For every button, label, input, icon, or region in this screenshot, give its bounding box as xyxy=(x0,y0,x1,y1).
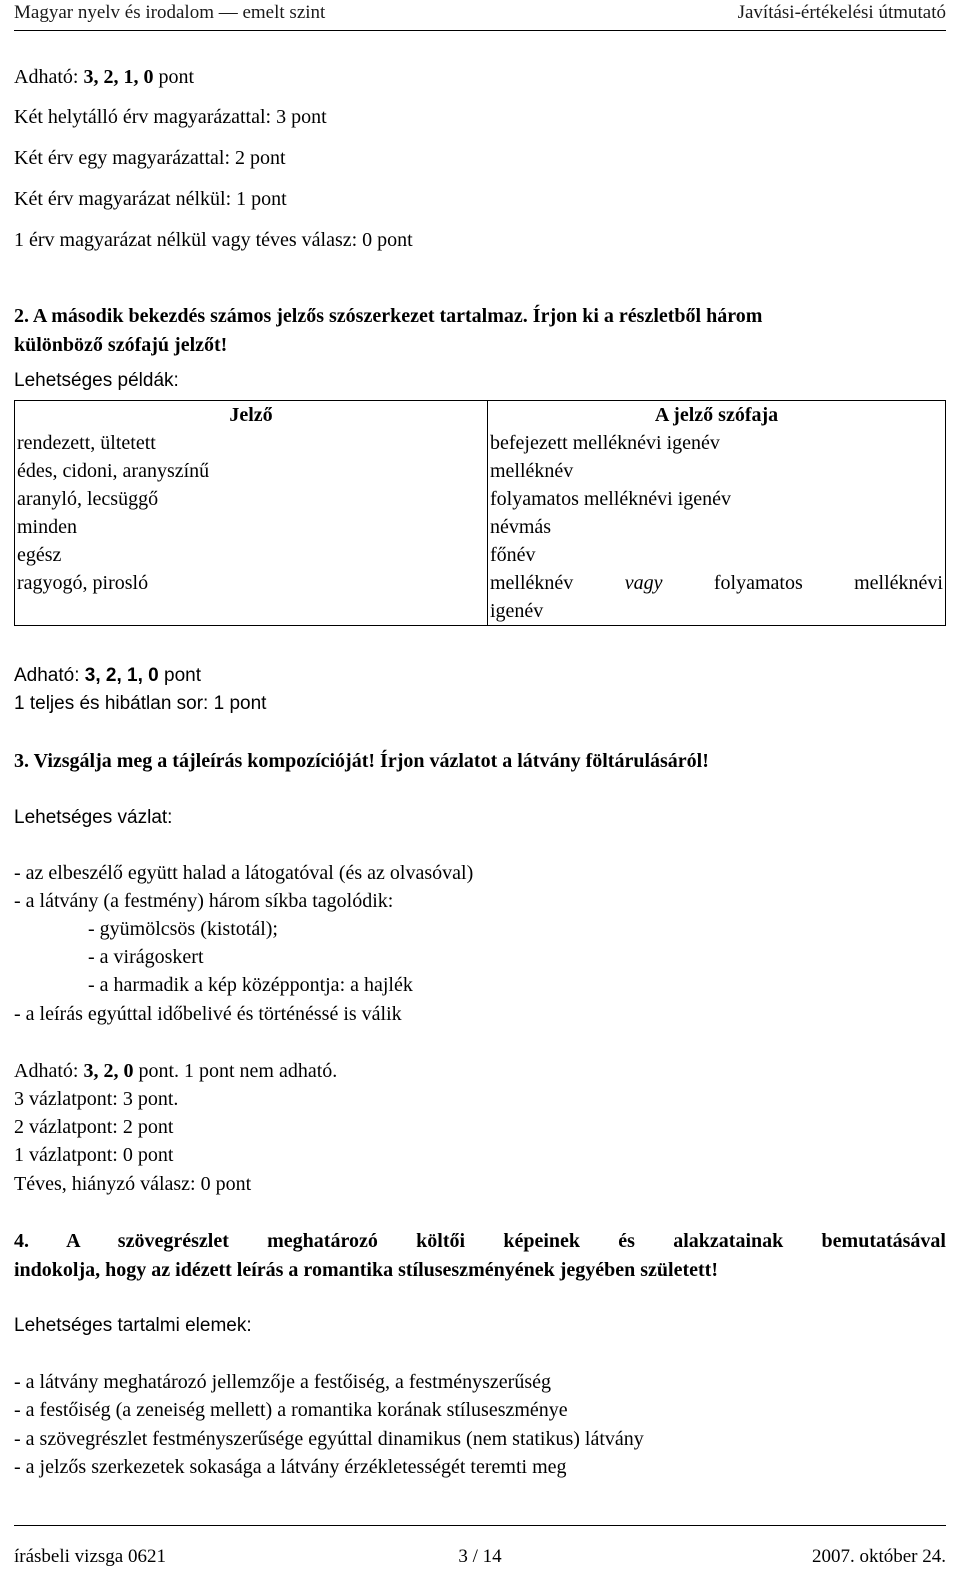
draft-subitem: - gyümölcsös (kistotál); xyxy=(88,918,278,940)
content-item: - a festőiség (a zeneiség mellett) a romantika korának stíluseszménye xyxy=(14,1399,568,1421)
footer-left: írásbeli vizsga 0621 xyxy=(14,1546,166,1567)
adhato-line: Adható: 3, 2, 0 pont. 1 pont nem adható. xyxy=(14,1060,338,1082)
draft-item: - az elbeszélő együtt halad a látogatóval (és az olvasóval) xyxy=(14,862,474,884)
draft-subitem: - a harmadik a kép középpontja: a hajlék xyxy=(88,974,413,996)
score-line: 3 vázlatpont: 3 pont. xyxy=(14,1088,179,1110)
table-row: édes, cidoni, aranyszínű melléknév xyxy=(15,457,946,485)
header-right: Javítási-értékelési útmutató xyxy=(737,2,946,23)
footer-date: 2007. október 24. xyxy=(811,1546,946,1567)
table-row: rendezett, ültetett befejezett melléknévi igenév xyxy=(15,429,946,457)
question-4-title-cont: indokolja, hogy az idézett leírás a romantika stíluseszményének jegyében született! xyxy=(14,1259,718,1281)
table-header-row xyxy=(15,401,946,430)
header-left: Magyar nyelv és irodalom — emelt szint xyxy=(14,2,326,23)
content-item: - a jelzős szerkezetek sokasága a látvány érzékletességét teremti meg xyxy=(14,1456,567,1478)
question-3-title: 3. Vizsgálja meg a tájleírás kompozícióját! Írjon vázlatot a látvány föltárulásáról! xyxy=(14,750,709,772)
question-4-title: 4. A szövegrészlet meghatározó költői képeinek és alakzatainak bemutatásával xyxy=(14,1230,946,1252)
footer-rule xyxy=(14,1525,946,1526)
score-line: Két érv magyarázat nélkül: 1 pont xyxy=(14,188,287,210)
content-item: - a látvány meghatározó jellemzője a festőiség, a festményszerűség xyxy=(14,1371,551,1393)
score-line: Két helytálló érv magyarázattal: 3 pont xyxy=(14,106,327,128)
examples-label: Lehetséges példák: xyxy=(14,370,179,391)
table-row: ragyogó, pirosló melléknév vagy folyamatos melléknévi igenév xyxy=(15,569,946,626)
score-line: 1 érv magyarázat nélkül vagy téves válasz: 0 pont xyxy=(14,229,413,251)
score-line: Két érv egy magyarázattal: 2 pont xyxy=(14,147,286,169)
scoring-rule: 1 teljes és hibátlan sor: 1 pont xyxy=(14,693,267,714)
column-header-szofaj: A jelző szófaja xyxy=(488,401,946,430)
draft-item: - a látvány (a festmény) három síkba tagolódik: xyxy=(14,890,394,912)
header-rule xyxy=(14,30,946,31)
question-2-title-cont: különböző szófajú jelzőt! xyxy=(14,334,228,356)
justified-line: melléknév vagy folyamatos melléknévi xyxy=(490,572,943,594)
content-label: Lehetséges tartalmi elemek: xyxy=(14,1315,252,1336)
adhato-line: Adható: 3, 2, 1, 0 pont xyxy=(14,66,194,88)
score-line: Téves, hiányzó válasz: 0 pont xyxy=(14,1173,252,1195)
question-2-title: 2. A második bekezdés számos jelzős szószerkezet tartalmaz. Írjon ki a részletből három xyxy=(14,305,763,327)
column-header-jelzo: Jelző xyxy=(15,401,488,430)
content-item: - a szövegrészlet festményszerűsége egyúttal dinamikus (nem statikus) látvány xyxy=(14,1428,644,1450)
score-line: 2 vázlatpont: 2 pont xyxy=(14,1116,174,1138)
draft-label: Lehetséges vázlat: xyxy=(14,807,173,828)
draft-subitem: - a virágoskert xyxy=(88,946,204,968)
score-line: 1 vázlatpont: 0 pont xyxy=(14,1144,174,1166)
table-row: egész főnév xyxy=(15,541,946,569)
table-row: aranyló, lecsüggő folyamatos melléknévi igenév xyxy=(15,485,946,513)
page-number: 3 / 14 xyxy=(458,1546,502,1567)
table-row: minden névmás xyxy=(15,513,946,541)
adhato-line: Adható: 3, 2, 1, 0 pont xyxy=(14,665,201,686)
draft-item: - a leírás egyúttal időbelivé és történéssé is válik xyxy=(14,1003,402,1025)
examples-table xyxy=(14,400,946,626)
